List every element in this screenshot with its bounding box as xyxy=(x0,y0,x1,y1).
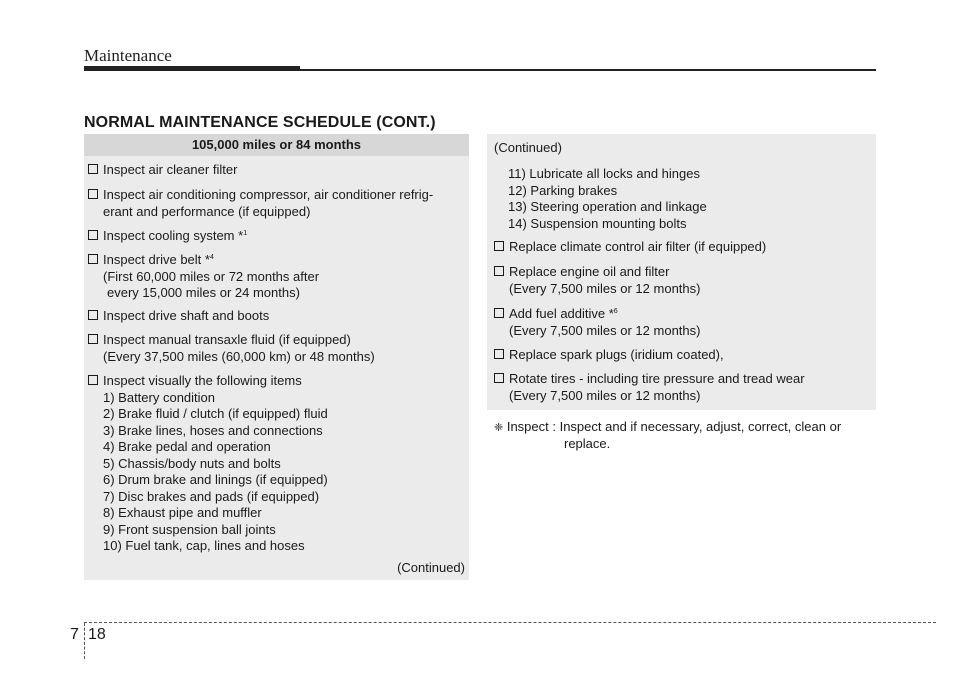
list-item-continuation: (Every 7,500 miles or 12 months) xyxy=(509,322,701,338)
sub-item: 3) Brake lines, hoses and connections xyxy=(103,422,323,438)
sub-item: 1) Battery condition xyxy=(103,389,216,405)
checkbox-icon xyxy=(494,373,504,383)
sub-item: 12) Parking brakes xyxy=(508,182,618,198)
header-title: Maintenance xyxy=(84,46,172,65)
page-number: 18 xyxy=(88,626,106,643)
list-item: Inspect air conditioning compressor, air conditioner refrig- xyxy=(88,187,433,204)
checkbox-icon xyxy=(494,241,504,251)
list-item: Inspect air cleaner filter xyxy=(88,162,237,179)
continued-label: (Continued) xyxy=(494,140,562,155)
list-item: Rotate tires - including tire pressure and tread wear xyxy=(494,371,805,388)
section-title: NORMAL MAINTENANCE SCHEDULE (CONT.) xyxy=(84,114,436,131)
list-item-continuation: (Every 7,500 miles or 12 months) xyxy=(509,387,701,403)
checkbox-icon xyxy=(494,308,504,318)
header-rule-thick xyxy=(84,66,300,71)
list-item-continuation: (Every 37,500 miles (60,000 km) or 48 months) xyxy=(103,348,375,364)
checkbox-icon xyxy=(88,230,98,240)
checkbox-icon xyxy=(88,189,98,199)
list-item: Inspect manual transaxle fluid (if equipped) xyxy=(88,332,351,349)
right-schedule-panel xyxy=(487,134,876,410)
note-symbol-icon: ❈ xyxy=(494,421,504,434)
inspect-note-continuation: replace. xyxy=(564,435,611,451)
sub-item: 11) Lubricate all locks and hinges xyxy=(508,166,700,181)
left-schedule-panel xyxy=(84,134,469,580)
list-item-continuation: every 15,000 miles or 24 months) xyxy=(107,285,300,300)
checkbox-icon xyxy=(494,266,504,276)
list-item: Inspect drive shaft and boots xyxy=(88,308,269,325)
page-number-divider xyxy=(84,623,85,659)
sub-item: 2) Brake fluid / clutch (if equipped) fluid xyxy=(103,406,328,421)
sub-item: 5) Chassis/body nuts and bolts xyxy=(103,455,281,471)
footer-rule xyxy=(84,622,936,623)
list-item: Inspect drive belt *$^4$ xyxy=(88,252,214,269)
sub-item: 9) Front suspension ball joints xyxy=(103,521,276,537)
sub-item: 13) Steering operation and linkage xyxy=(508,199,707,214)
sub-item: 4) Brake pedal and operation xyxy=(103,439,271,454)
list-item: Replace spark plugs (iridium coated), xyxy=(494,347,724,364)
checkbox-icon xyxy=(88,310,98,320)
chapter-number: 7 xyxy=(70,626,79,643)
list-item: Inspect cooling system *$^1$ xyxy=(88,228,247,245)
interval-band: 105,000 miles or 84 months xyxy=(84,134,469,156)
inspect-note: ❈ Inspect : Inspect and if necessary, adjust, correct, clean or xyxy=(494,419,842,434)
list-item-continuation: (First 60,000 miles or 72 months after xyxy=(103,268,320,284)
checkbox-icon xyxy=(88,164,98,174)
sub-item: 14) Suspension mounting bolts xyxy=(508,215,687,231)
checkbox-icon xyxy=(88,254,98,264)
checkbox-icon xyxy=(88,375,98,385)
sub-item: 8) Exhaust pipe and muffler xyxy=(103,505,262,520)
sub-item: 7) Disc brakes and pads (if equipped) xyxy=(103,488,320,504)
checkbox-icon xyxy=(88,334,98,344)
sub-item: 10) Fuel tank, cap, lines and hoses xyxy=(103,538,305,553)
list-item: Replace engine oil and filter xyxy=(494,264,669,281)
list-item: Replace climate control air filter (if equipped) xyxy=(494,239,766,256)
sub-item: 6) Drum brake and linings (if equipped) xyxy=(103,472,328,487)
list-item: Inspect visually the following items xyxy=(88,373,302,390)
list-item-continuation: (Every 7,500 miles or 12 months) xyxy=(509,280,701,296)
header-rule-thin xyxy=(300,69,876,71)
checkbox-icon xyxy=(494,349,504,359)
continued-label: (Continued) xyxy=(397,560,465,575)
list-item: Add fuel additive *$^6$ xyxy=(494,306,618,323)
list-item-continuation: erant and performance (if equipped) xyxy=(103,203,311,219)
